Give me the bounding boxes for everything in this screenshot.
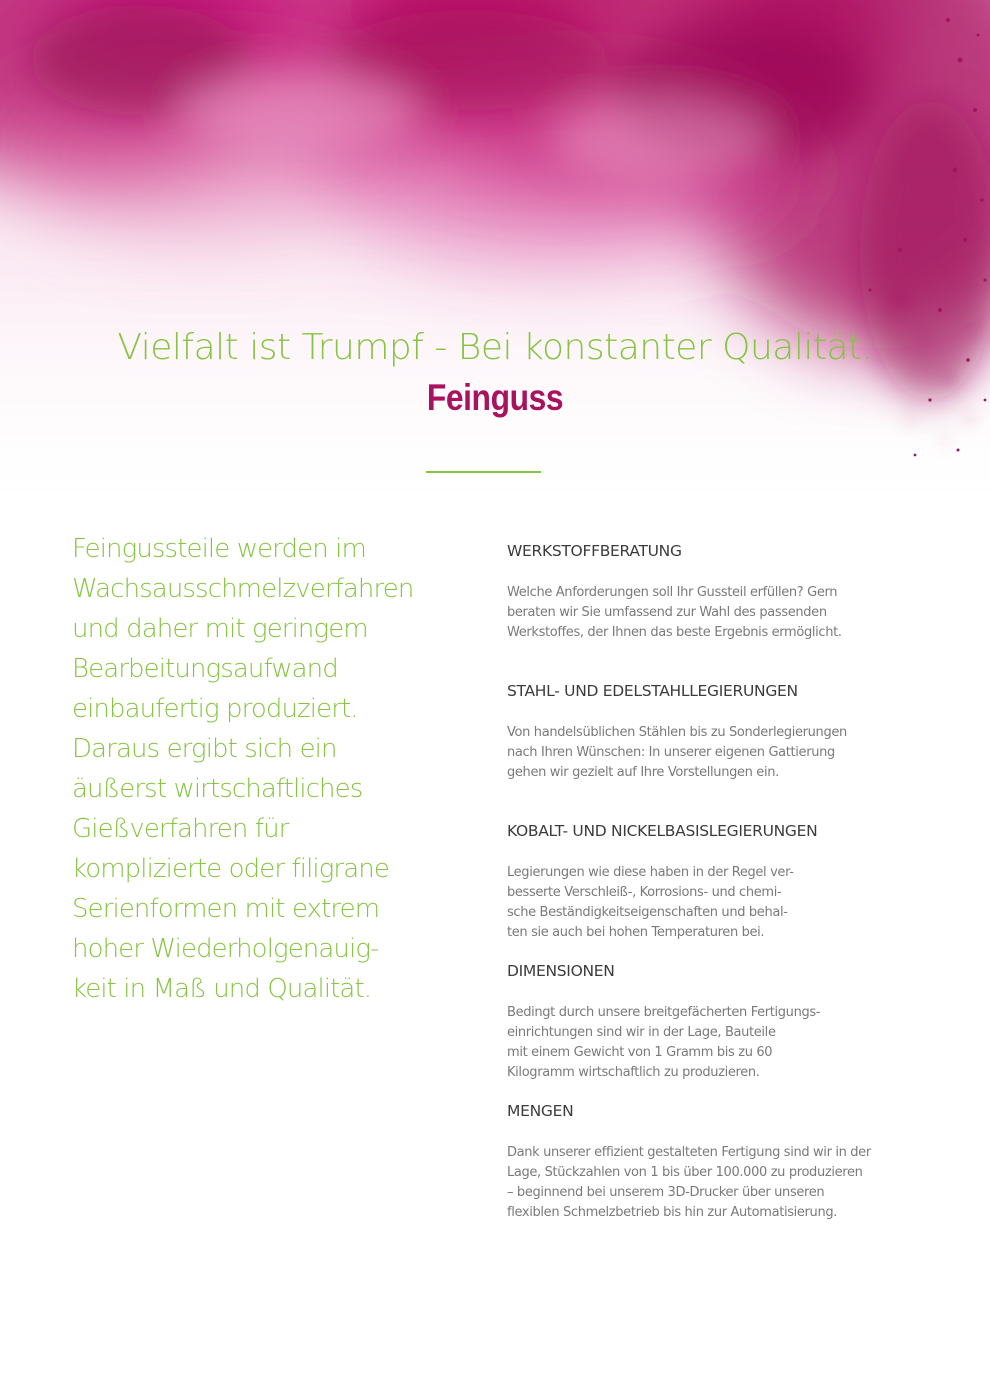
- feature-text-line: mit einem Gewicht von 1 Gramm bis zu 60: [507, 1045, 773, 1060]
- feature-text: [507, 1143, 927, 1223]
- feature-text-line: Lage, Stückzahlen von 1 bis über 100.000 zu produzieren: [507, 1165, 863, 1180]
- feature-text-line: Dank unserer effizient gestalteten Fertigung sind wir in der: [507, 1145, 871, 1160]
- feature-text-line: ten sie auch bei hohen Temperaturen bei.: [507, 925, 765, 940]
- feature-text-line: sche Beständigkeitseigenschaften und behal-: [507, 905, 788, 920]
- intro-line: Daraus ergibt sich ein: [72, 734, 337, 764]
- pink-powder-splash-image: [0, 0, 990, 520]
- intro-paragraph: [72, 529, 472, 1009]
- intro-line: und daher mit geringem: [72, 614, 368, 644]
- intro-line: Serienformen mit extrem: [72, 894, 380, 924]
- feature-text-line: Bedingt durch unsere breitgefächerten Fertigungs-: [507, 1005, 821, 1020]
- feature-text-line: Welche Anforderungen soll Ihr Gussteil erfüllen? Gern: [507, 585, 838, 600]
- feature-title: KOBALT- UND NICKELBASISLEGIERUNGEN: [507, 822, 818, 840]
- feature-text-line: nach Ihren Wünschen: In unserer eigenen Gattierung: [507, 745, 835, 760]
- feature-text-line: Kilogramm wirtschaftlich zu produzieren.: [507, 1065, 760, 1080]
- intro-line: einbaufertig produziert.: [72, 694, 358, 724]
- intro-line: Bearbeitungsaufwand: [72, 654, 338, 684]
- feature-title: WERKSTOFFBERATUNG: [507, 542, 682, 560]
- feature-text-line: besserte Verschleiß-, Korrosions- und chemi-: [507, 885, 782, 900]
- feature-text-line: Von handelsüblichen Stählen bis zu Sonderlegierungen: [507, 725, 847, 740]
- feature-text: [507, 1003, 927, 1083]
- intro-line: Gießverfahren für: [72, 814, 289, 844]
- feature-werkstoffberatung: [507, 540, 927, 680]
- feature-text-line: Werkstoffes, der Ihnen das beste Ergebnis ermöglicht.: [507, 625, 842, 640]
- feature-title: STAHL- UND EDELSTAHLLEGIERUNGEN: [507, 682, 798, 700]
- page-headline: Vielfalt ist Trumpf - Bei konstanter Qualität.: [117, 327, 873, 368]
- feature-text: [507, 723, 927, 783]
- feature-stahl-edelstahl: [507, 680, 927, 820]
- intro-line: hoher Wiederholgenauig-: [72, 934, 379, 964]
- intro-line: äußerst wirtschaftliches: [72, 774, 363, 804]
- feature-text: [507, 863, 927, 943]
- feature-kobalt-nickel: [507, 820, 927, 960]
- feature-list: [507, 540, 927, 1240]
- feature-text-line: Legierungen wie diese haben in der Regel ver-: [507, 865, 794, 880]
- intro-line: Wachsausschmelzverfahren: [72, 574, 414, 604]
- feature-text: [507, 583, 927, 643]
- feature-title: DIMENSIONEN: [507, 962, 615, 980]
- feature-text-line: gehen wir gezielt auf Ihre Vorstellungen ein.: [507, 765, 779, 780]
- feature-text-line: beraten wir Sie umfassend zur Wahl des passenden: [507, 605, 827, 620]
- intro-line: komplizierte oder filigrane: [72, 854, 389, 884]
- intro-line: Feingussteile werden im: [72, 534, 366, 564]
- intro-line: keit in Maß und Qualität.: [72, 974, 372, 1004]
- feature-text-line: flexiblen Schmelzbetrieb bis hin zur Automatisierung.: [507, 1205, 838, 1220]
- feature-dimensionen: [507, 960, 927, 1100]
- feature-mengen: [507, 1100, 927, 1240]
- page-subtitle: Feinguss: [426, 377, 564, 418]
- feature-title: MENGEN: [507, 1102, 574, 1120]
- feature-text-line: – beginnend bei unserem 3D-Drucker über unseren: [507, 1185, 825, 1200]
- feature-text-line: einrichtungen sind wir in der Lage, Bauteile: [507, 1025, 776, 1040]
- green-divider: [426, 471, 541, 473]
